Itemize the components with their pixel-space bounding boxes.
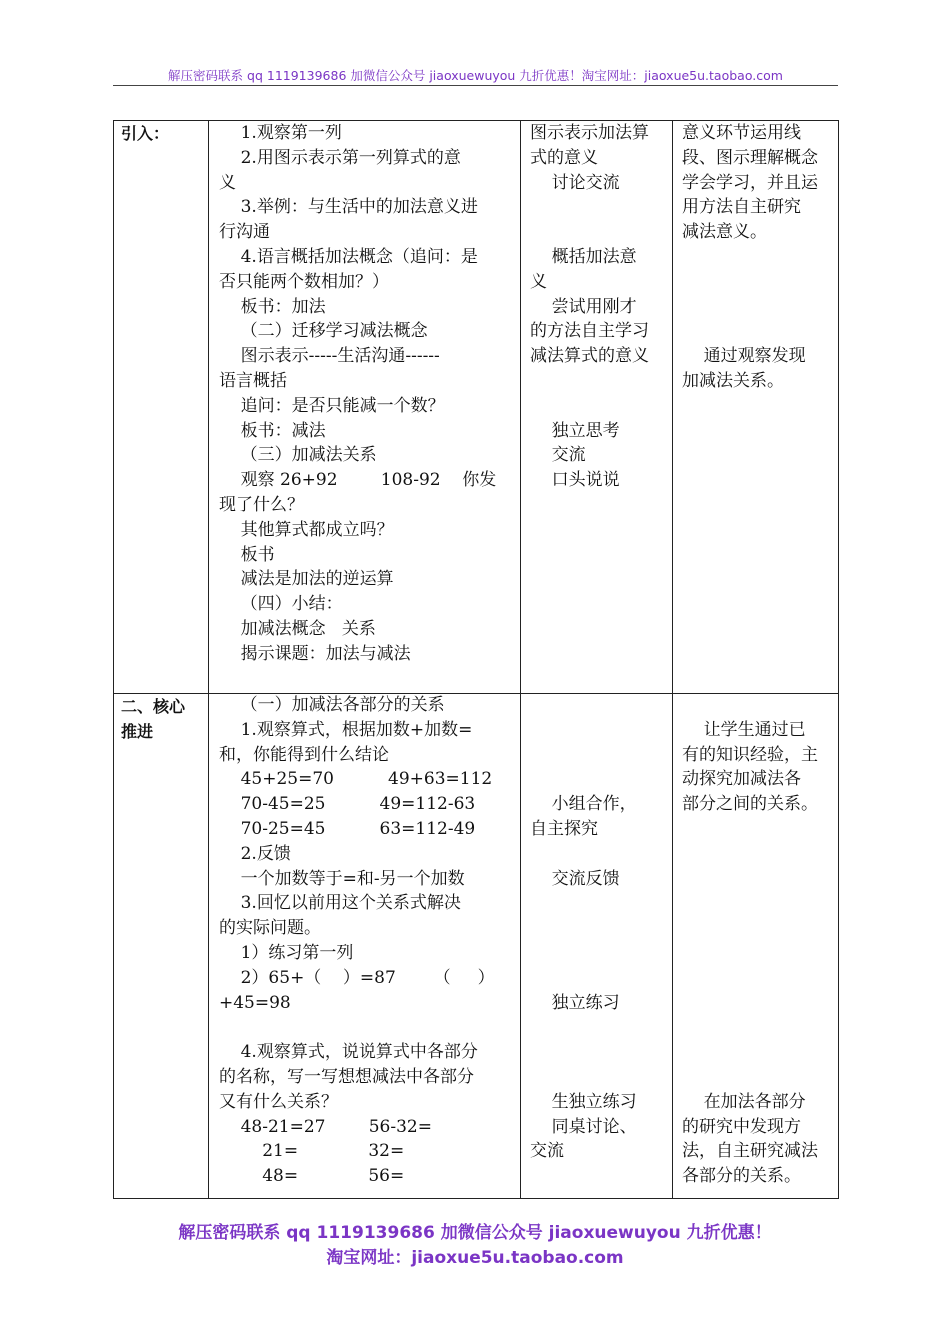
- cell-text-line: 意义环节运用线: [682, 123, 801, 143]
- cell-text-line: 图示表示加法算: [530, 123, 649, 143]
- cell-text-line: 独立思考: [530, 420, 620, 441]
- footer-shop-line: 淘宝网址：jiaoxue5u.taobao.com: [326, 1248, 624, 1268]
- cell-text-line: 70-45=25 49=112-63: [219, 794, 476, 815]
- cell-text-line: [530, 916, 670, 941]
- cell-text-line: 的实际问题。: [219, 918, 321, 939]
- row1-label-cell: [121, 122, 203, 147]
- cell-text-line: 交流: [530, 1141, 564, 1162]
- column-divider-2: [520, 120, 521, 1199]
- cell-text-line: 学会学习，并且运: [682, 172, 818, 193]
- cell-text-line: [219, 1015, 517, 1040]
- cell-text-line: 又有什么关系？: [219, 1091, 338, 1112]
- row2-label-line-1: 二、核心: [121, 697, 186, 716]
- cell-text-line: 图示表示-----生活沟通------: [219, 346, 440, 367]
- cell-text-line: [682, 245, 836, 270]
- cell-text-line: 交流反馈: [530, 868, 620, 889]
- cell-text-line: 70-25=45 63=112-49: [219, 818, 476, 839]
- cell-text-line: 加减法概念 关系: [219, 618, 376, 639]
- cell-text-line: [530, 941, 670, 966]
- cell-text-line: [530, 1040, 670, 1065]
- cell-text-line: 减法意义。: [682, 222, 767, 243]
- cell-text-line: [530, 891, 670, 916]
- cell-text-line: 4.观察算式，说说算式中各部分: [219, 1042, 478, 1063]
- cell-text-line: 48= 56=: [219, 1166, 405, 1187]
- cell-text-line: [682, 270, 836, 295]
- cell-text-line: 在加法各部分: [682, 1091, 806, 1112]
- cell-text-line: 4.语言概括加法概念（追问：是: [219, 246, 478, 267]
- header-rule: [113, 85, 838, 86]
- cell-text-line: [682, 991, 836, 1016]
- cell-text-line: 让学生通过已: [682, 719, 806, 740]
- cell-text-line: 追问：是否只能减一个数？: [219, 395, 445, 416]
- footer-contact-line: 解压密码联系 qq 1119139686 加微信公众号 jiaoxuewuyou 九折优惠！: [178, 1223, 772, 1243]
- cell-text-line: [682, 693, 836, 718]
- cell-text-line: 概括加法意: [530, 246, 637, 267]
- cell-text-line: （三）加减法关系: [219, 445, 377, 466]
- cell-text-line: 部分之间的关系。: [682, 794, 818, 815]
- cell-text-line: 独立练习: [530, 992, 620, 1013]
- cell-text-line: [682, 1040, 836, 1065]
- cell-text-line: 自主探究: [530, 818, 598, 839]
- row1-teacher-cell: [219, 121, 517, 667]
- cell-text-line: [682, 319, 836, 344]
- cell-text-line: [530, 966, 670, 991]
- cell-text-line: 的方法自主学习: [530, 321, 649, 342]
- cell-text-line: 1.观察算式，根据加数+加数=: [219, 719, 473, 740]
- row1-student-cell: [530, 121, 670, 493]
- cell-text-line: 和，你能得到什么结论: [219, 744, 389, 765]
- cell-text-line: 减法算式的意义: [530, 346, 649, 367]
- cell-text-line: 通过观察发现: [682, 346, 806, 367]
- cell-text-line: [530, 693, 670, 718]
- cell-text-line: [682, 966, 836, 991]
- cell-text-line: [682, 916, 836, 941]
- cell-text-line: [682, 1065, 836, 1090]
- row2-intent-cell: [682, 693, 836, 1189]
- cell-text-line: 小组合作，: [530, 794, 637, 815]
- cell-text-line: 现了什么？: [219, 494, 304, 515]
- cell-text-line: 1）练习第一列: [219, 942, 354, 963]
- table-border-bottom: [113, 1198, 839, 1199]
- column-divider-3: [672, 120, 673, 1199]
- cell-text-line: 1.观察第一列: [219, 123, 342, 143]
- cell-text-line: 板书: [219, 544, 275, 565]
- cell-text-line: [682, 891, 836, 916]
- cell-text-line: [682, 1015, 836, 1040]
- cell-text-line: 3.回忆以前用这个关系式解决: [219, 893, 461, 914]
- row2-student-cell: [530, 693, 670, 1164]
- cell-text-line: 板书：加法: [219, 296, 326, 317]
- table-border-right: [838, 120, 839, 1199]
- cell-text-line: 口头说说: [530, 470, 620, 491]
- cell-text-line: （四）小结：: [219, 594, 343, 615]
- cell-text-line: 2）65+（ ）=87 （ ）: [219, 967, 495, 988]
- cell-text-line: 加减法关系。: [682, 370, 784, 391]
- cell-text-line: 减法是加法的逆运算: [219, 569, 394, 590]
- cell-text-line: 动探究加减法各: [682, 769, 801, 790]
- cell-text-line: 尝试用刚才: [530, 296, 637, 317]
- cell-text-line: 语言概括: [219, 370, 287, 391]
- cell-text-line: 21= 32=: [219, 1141, 405, 1162]
- cell-text-line: 2.用图示表示第一列算式的意: [219, 147, 461, 168]
- row2-label-line-2: 推进: [121, 721, 154, 741]
- cell-text-line: [682, 842, 836, 867]
- cell-text-line: 讨论交流: [530, 172, 620, 193]
- header-contact-text: 解压密码联系 qq 1119139686 加微信公众号 jiaoxuewuyou 九折优惠！淘宝网址：jiaoxue5u.taobao.com: [168, 68, 783, 83]
- cell-text-line: [682, 941, 836, 966]
- cell-text-line: 生独立练习: [530, 1091, 637, 1112]
- cell-text-line: 用方法自主研究: [682, 197, 801, 218]
- lesson-table: [113, 120, 839, 1199]
- cell-text-line: [530, 842, 670, 867]
- cell-text-line: [530, 1065, 670, 1090]
- cell-text-line: 各部分的关系。: [682, 1166, 801, 1187]
- cell-text-line: 段、图示理解概念: [682, 147, 818, 168]
- cell-text-line: +45=98: [219, 992, 291, 1013]
- cell-text-line: 观察 26+92 108-92 你发: [219, 470, 497, 491]
- row2-label-cell: [121, 695, 203, 745]
- table-border-left: [113, 120, 114, 1199]
- cell-text-line: 其他算式都成立吗？: [219, 519, 394, 540]
- cell-text-line: 法，自主研究减法: [682, 1141, 818, 1162]
- cell-text-line: [682, 867, 836, 892]
- cell-text-line: 一个加数等于=和-另一个加数: [219, 868, 465, 889]
- cell-text-line: [530, 743, 670, 768]
- cell-text-line: 2.反馈: [219, 843, 291, 864]
- cell-text-line: 的研究中发现方: [682, 1116, 801, 1137]
- row2-teacher-cell: [219, 693, 517, 1189]
- cell-text-line: 义: [219, 172, 236, 193]
- cell-text-line: [530, 718, 670, 743]
- cell-text-line: [530, 195, 670, 220]
- cell-text-line: [682, 817, 836, 842]
- cell-text-line: 的名称，写一写想想减法中各部分: [219, 1066, 474, 1087]
- cell-text-line: [530, 1015, 670, 1040]
- cell-text-line: （二）迁移学习减法概念: [219, 321, 428, 342]
- column-divider-1: [208, 120, 209, 1199]
- cell-text-line: 行沟通: [219, 222, 270, 243]
- cell-text-line: 板书：减法: [219, 420, 326, 441]
- cell-text-line: （一）加减法各部分的关系: [219, 695, 445, 715]
- cell-text-line: 揭示课题：加法与减法: [219, 643, 411, 664]
- cell-text-line: 48-21=27 56-32=: [219, 1116, 432, 1137]
- cell-text-line: [530, 394, 670, 419]
- cell-text-line: 同桌讨论、: [530, 1116, 637, 1137]
- cell-text-line: [530, 220, 670, 245]
- cell-text-line: 45+25=70 49+63=112: [219, 769, 493, 790]
- cell-text-line: [530, 369, 670, 394]
- row1-intent-cell: [682, 121, 836, 394]
- cell-text-line: 3.举例：与生活中的加法意义进: [219, 197, 478, 218]
- cell-text-line: 交流: [530, 445, 586, 466]
- cell-text-line: [682, 295, 836, 320]
- row1-label-line: 引入：: [121, 124, 170, 143]
- cell-text-line: 否只能两个数相加？）: [219, 271, 389, 292]
- cell-text-line: 有的知识经验，主: [682, 744, 818, 765]
- cell-text-line: 式的意义: [530, 147, 598, 168]
- cell-text-line: [530, 767, 670, 792]
- cell-text-line: 义: [530, 271, 547, 292]
